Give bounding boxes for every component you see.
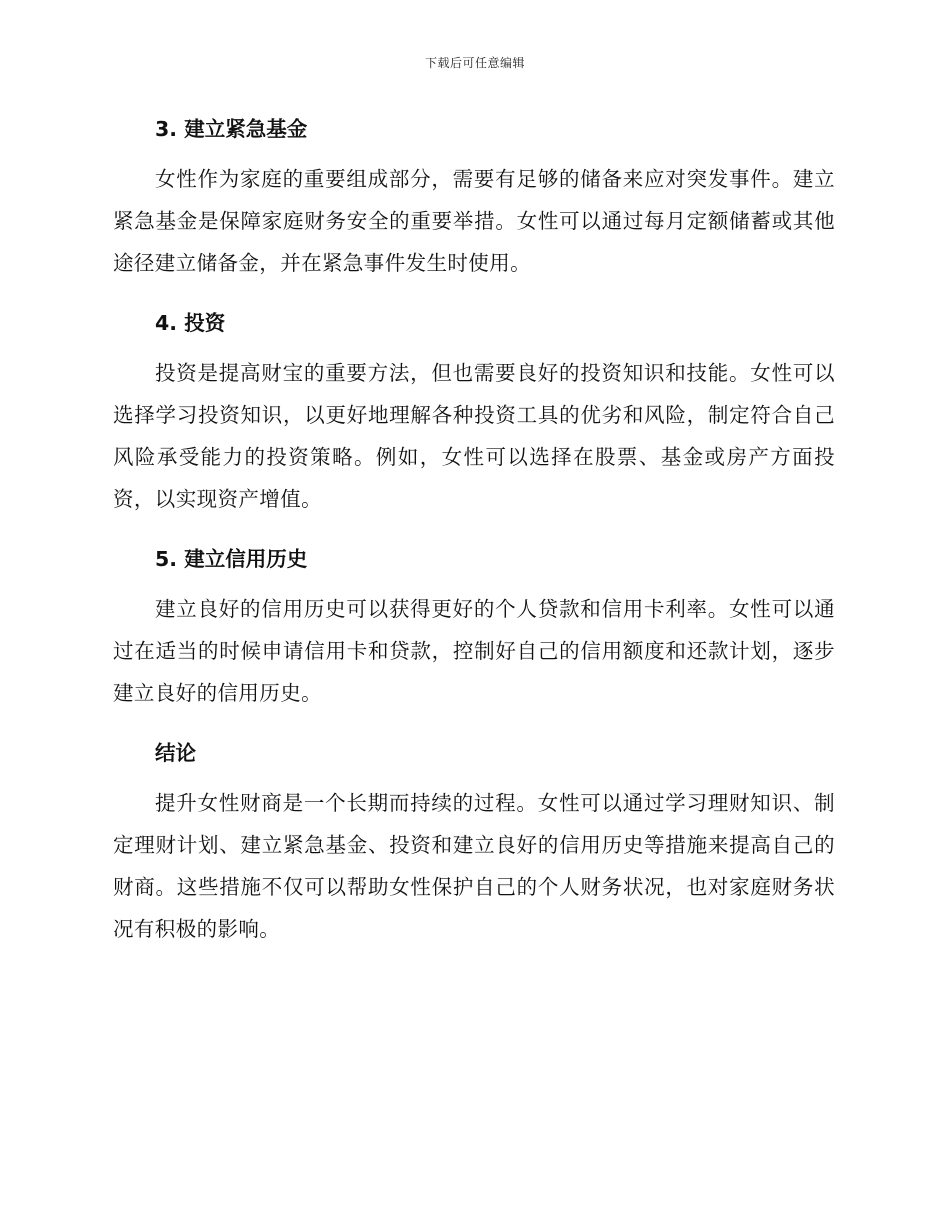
section-heading-investment: 4. 投资 xyxy=(155,311,226,335)
section-heading-credit-history: 5. 建立信用历史 xyxy=(155,547,308,571)
section-heading-emergency-fund: 3. 建立紧急基金 xyxy=(155,117,308,141)
section-paragraph-credit-history: 建立良好的信用历史可以获得更好的个人贷款和信用卡利率。女性可以通过在适当的时候申请信用卡和贷款，控制好自己的信用额度和还款计划，逐步建立良好的信用历史。 xyxy=(113,597,835,705)
document-body xyxy=(113,108,835,968)
section-paragraph-emergency-fund: 女性作为家庭的重要组成部分，需要有足够的储备来应对突发事件。建立紧急基金是保障家庭财务安全的重要举措。女性可以通过每月定额储蓄或其他途径建立储备金，并在紧急事件发生时使用。 xyxy=(113,167,835,275)
section-paragraph-conclusion: 提升女性财商是一个长期而持续的过程。女性可以通过学习理财知识、制定理财计划、建立紧急基金、投资和建立良好的信用历史等措施来提高自己的财商。这些措施不仅可以帮助女性保护自己的个人财务状况，也对家庭财务状况有积极的影响。 xyxy=(113,791,835,941)
section-paragraph-investment: 投资是提高财宝的重要方法，但也需要良好的投资知识和技能。女性可以选择学习投资知识，以更好地理解各种投资工具的优劣和风险，制定符合自己风险承受能力的投资策略。例如，女性可以选择在股票、基金或房产方面投资，以实现资产增值。 xyxy=(113,361,835,511)
page-header-note: 下载后可任意编辑 xyxy=(424,56,525,70)
section-heading-conclusion: 结论 xyxy=(155,741,196,765)
